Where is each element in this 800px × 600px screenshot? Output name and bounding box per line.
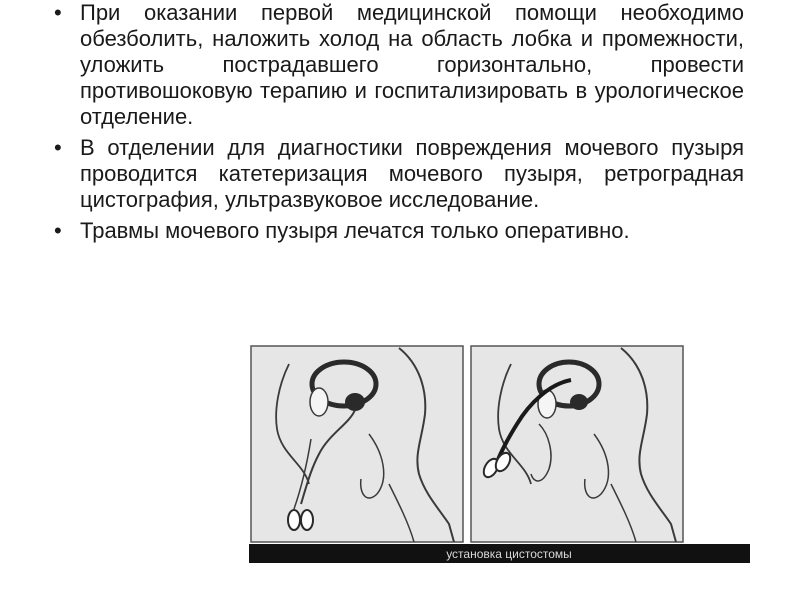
bullet-item-diagnostics	[54, 135, 744, 213]
catheterization-illustration	[249, 344, 750, 563]
left-catheter-tip-2	[301, 510, 313, 530]
right-panel	[471, 346, 683, 542]
left-pubic-bone	[310, 388, 328, 416]
illustration-svg	[249, 344, 750, 563]
left-catheter-tip	[288, 510, 300, 530]
bullet-text: В отделении для диагностики повреждения мочевого пузыря проводится катетеризация мочевого пузыря, ретроградная цистография, ультразвуковое исследование.	[80, 135, 744, 212]
bullet-text: При оказании первой медицинской помощи необходимо обезболить, наложить холод на область лобка и промежности, уложить пострадавшего горизонтально, провести противошоковую терапию и госпитализировать в урологическое отделение.	[80, 0, 744, 129]
right-panel-frame	[471, 346, 683, 542]
right-prostate	[570, 394, 588, 410]
bullet-list	[54, 0, 744, 249]
bullet-text: Травмы мочевого пузыря лечатся только оперативно.	[80, 218, 630, 243]
bullet-item-treatment	[54, 218, 744, 244]
bullet-marker: •	[54, 0, 62, 25]
bullet-item-first-aid	[54, 0, 744, 130]
left-prostate	[345, 393, 365, 411]
bullet-marker: •	[54, 135, 62, 160]
figure-caption: установка цистостомы	[446, 547, 572, 561]
bullet-marker: •	[54, 218, 62, 243]
left-panel	[251, 346, 463, 542]
